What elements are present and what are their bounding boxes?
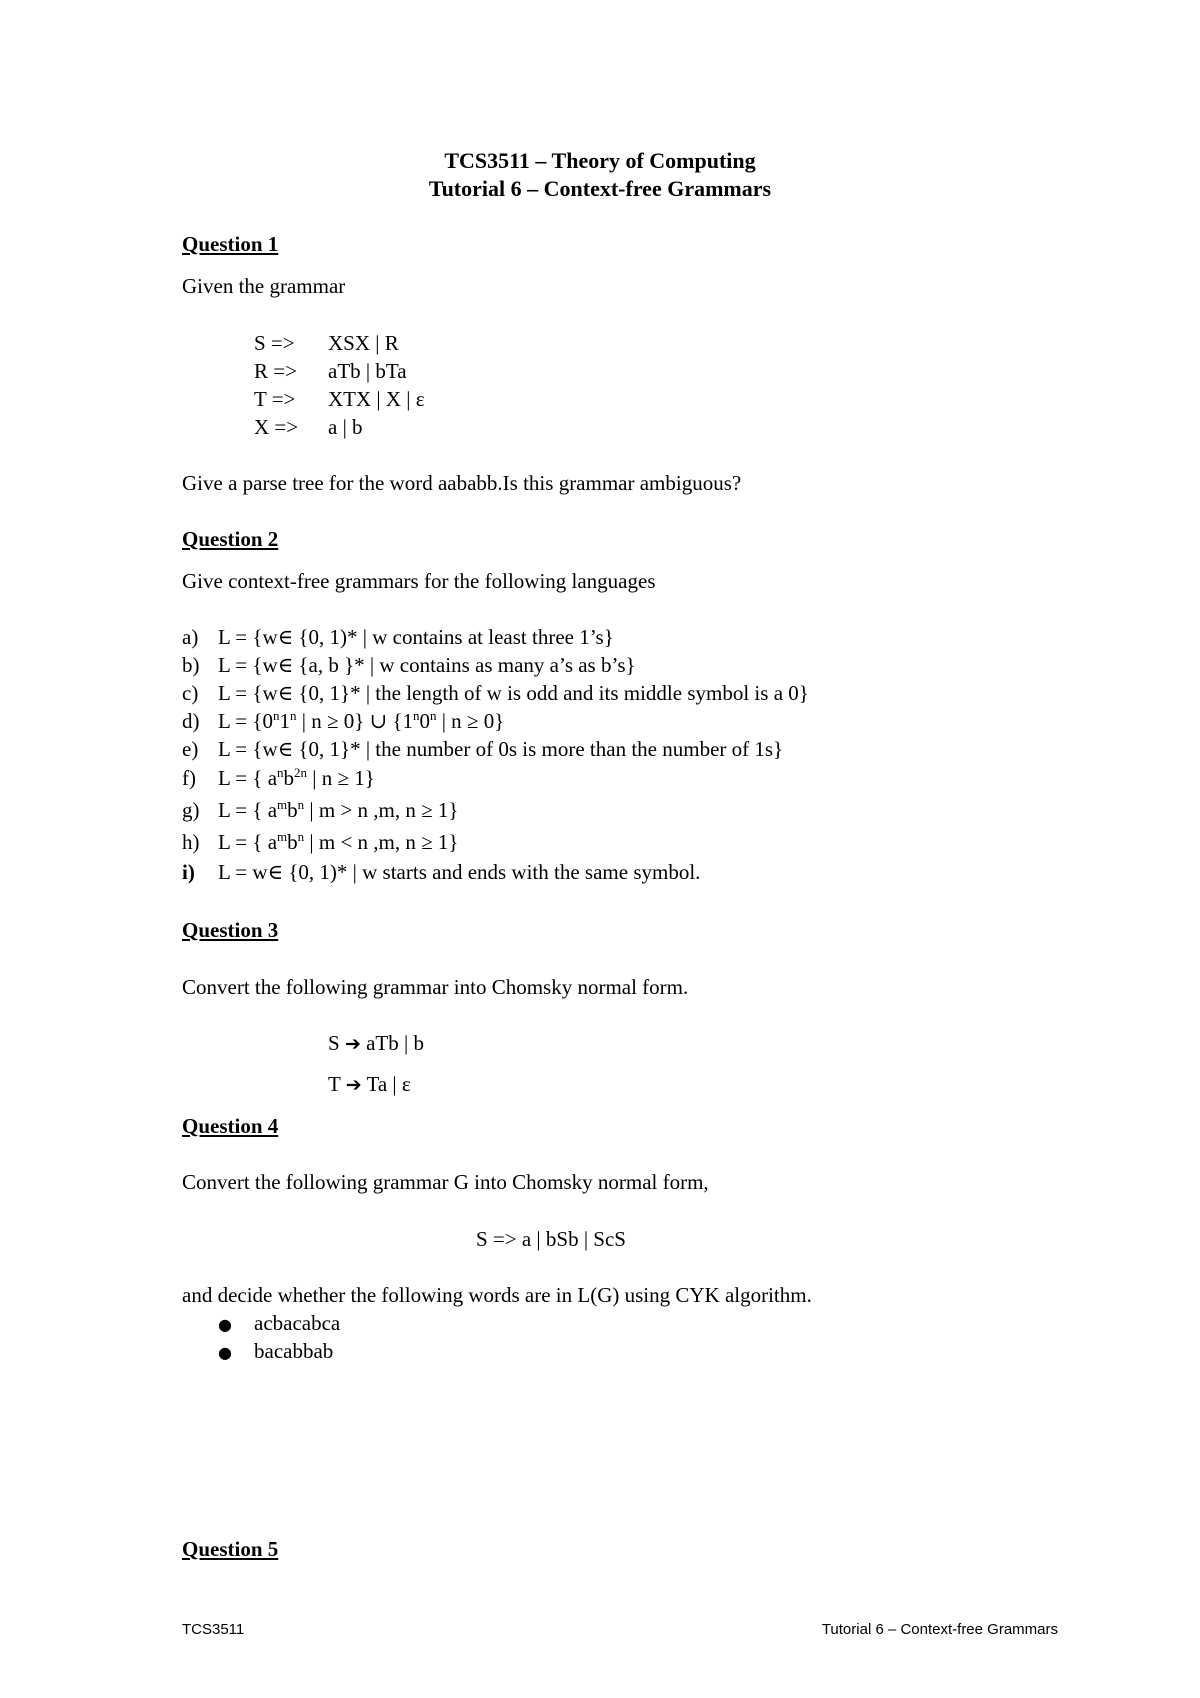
q4-word-2 [218,1341,333,1362]
q2-item-text-part: L = { a [218,766,278,790]
footer-left: TCS3511 [182,1621,245,1638]
title-line-1: TCS3511 – Theory of Computing [444,148,756,173]
q2-item-label: b) [182,653,200,677]
q1-rule-4-lhs: X => [254,415,299,439]
q1-rule-2-lhs: R => [254,359,297,383]
q2-item-label: d) [182,709,200,733]
q2-item-c [182,683,809,704]
question-4-intro: Convert the following grammar G into Chomsky normal form, [182,1170,709,1194]
q3-rule-lhs: T [328,1072,341,1096]
q2-item-text-part: b [287,830,298,854]
q2-item-text-part: | m > n ,m, n ≥ 1} [304,798,459,822]
q2-item-b [182,655,636,676]
bullet-icon: ● [218,1343,232,1362]
superscript: m [277,829,288,844]
q4-word-text: acbacabca [254,1311,341,1335]
q2-item-d [182,708,505,733]
q2-item-label: g) [182,798,200,822]
q2-item-label: c) [182,681,199,705]
superscript: n [277,765,284,780]
q3-rule-rhs: aTb | b [366,1031,424,1055]
q2-item-text-part: | m < n ,m, n ≥ 1} [304,830,459,854]
q3-rule-rhs: Ta | ε [366,1072,411,1096]
superscript: n [297,797,305,812]
question-1-task: Give a parse tree for the word aababb.Is this grammar ambiguous? [182,471,742,495]
right-arrow-icon: ➔ [344,1033,361,1055]
question-5-heading: Question 5 [182,1537,279,1561]
question-2-heading: Question 2 [182,527,279,551]
question-3-intro: Convert the following grammar into Chomsky normal form. [182,975,689,999]
question-4-task: and decide whether the following words are in L(G) using CYK algorithm. [182,1283,812,1307]
q2-item-text-part: | n ≥ 1} [307,766,375,790]
q2-item-text-part: | n ≥ 0} ∪ {1 [296,709,413,733]
q4-rule: S => a | bSb | ScS [476,1227,626,1251]
q2-item-a [182,627,614,648]
q2-item-label: f) [182,766,196,790]
q2-item-text: L = {w∈ {0, 1)* | w contains at least three 1’s} [218,625,614,649]
question-1-heading: Question 1 [182,232,279,256]
question-3-heading: Question 3 [182,918,279,942]
q2-item-text: L = {w∈ {a, b }* | w contains as many a’s as b’s} [218,653,636,677]
superscript: n [429,708,437,723]
q3-rule-1 [328,1033,424,1054]
q2-item-text-part: L = { a [218,798,278,822]
q1-rule-3-lhs: T => [254,387,296,411]
q2-item-text-part: L = { a [218,830,278,854]
q2-item-text-part: L = {0 [218,709,273,733]
q2-item-text-part: | n ≥ 0} [436,709,505,733]
title-line-2: Tutorial 6 – Context-free Grammars [428,176,772,201]
superscript: 2n [294,765,308,780]
q2-item-label: i) [182,860,195,884]
q1-rule-4-rhs: a | b [328,415,363,439]
superscript: n [412,708,420,723]
q1-rule-2-rhs: aTb | bTa [328,359,407,383]
footer-right: Tutorial 6 – Context-free Grammars [821,1621,1058,1638]
q2-item-f [182,765,375,790]
question-2-intro: Give context-free grammars for the following languages [182,569,656,593]
q2-item-text-part: b [283,766,295,790]
superscript: n [289,708,297,723]
q2-item-text: L = w∈ {0, 1)* | w starts and ends with the same symbol. [218,860,701,884]
q2-item-h [182,829,459,854]
q1-rule-1-rhs: XSX | R [328,331,399,355]
q3-rule-2 [328,1074,411,1095]
question-1-intro: Given the grammar [182,274,346,298]
question-4-heading: Question 4 [182,1114,279,1138]
q2-item-label: e) [182,737,199,761]
q4-word-1 [218,1313,340,1334]
q2-item-label: h) [182,830,200,854]
q2-item-label: a) [182,625,199,649]
q2-item-e [182,739,783,760]
q3-rule-lhs: S [328,1031,340,1055]
bullet-icon: ● [218,1315,232,1334]
q2-item-text: L = {w∈ {0, 1}* | the length of w is odd and its middle symbol is a 0} [218,681,809,705]
q2-item-i [182,862,700,883]
q2-item-text-part: 0 [419,709,430,733]
q2-item-text-part: b [287,798,298,822]
q4-word-text: bacabbab [254,1339,334,1363]
right-arrow-icon: ➔ [345,1074,362,1096]
q2-item-text-part: 1 [279,709,290,733]
q1-rule-3-rhs: XTX | X | ε [328,387,425,411]
superscript: n [272,708,280,723]
q2-item-g [182,797,459,822]
superscript: n [297,829,305,844]
q1-rule-1-lhs: S => [254,331,295,355]
q2-item-text: L = {w∈ {0, 1}* | the number of 0s is more than the number of 1s} [218,737,784,761]
superscript: m [277,797,288,812]
